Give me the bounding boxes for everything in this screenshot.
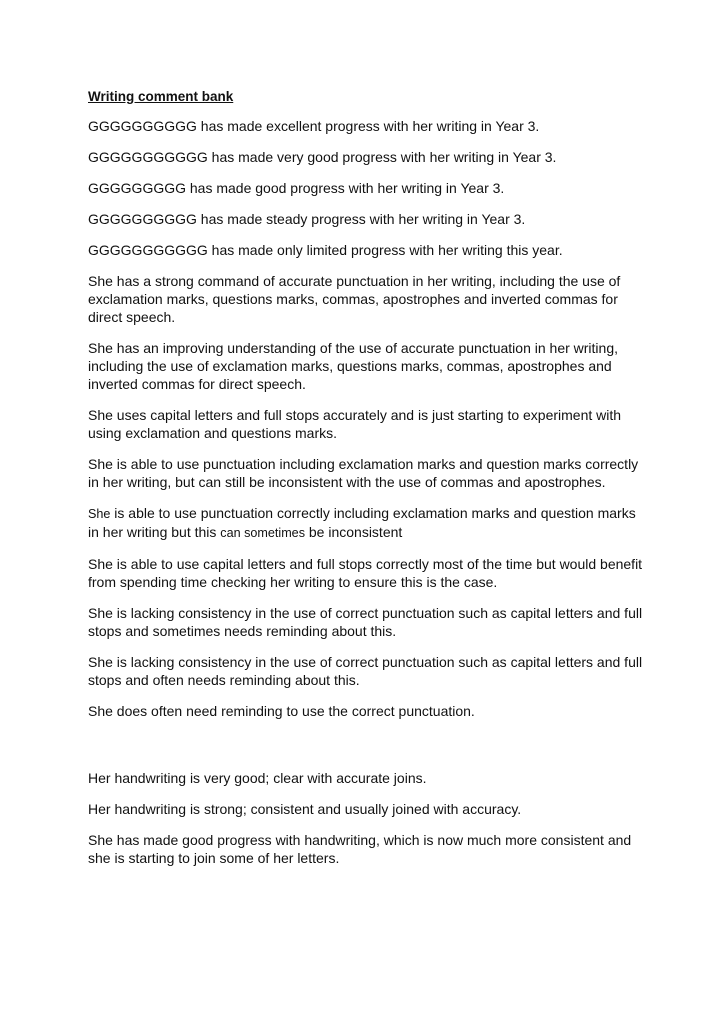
punctuation-comment-capitals-full-stops: She uses capital letters and full stops accurately and is just starting to experiment with using exclamation and questions marks. bbox=[88, 407, 622, 441]
handwriting-comment-progress: She has made good progress with handwriting, which is now much more consistent and she is starting to join some of her letters. bbox=[88, 832, 632, 866]
punctuation-comment-needs-reminding: She does often need reminding to use the correct punctuation. bbox=[88, 703, 475, 719]
progress-comment-excellent: GGGGGGGGGG has made excellent progress with her writing in Year 3. bbox=[88, 118, 540, 134]
progress-comment-very-good: GGGGGGGGGGG has made very good progress with her writing in Year 3. bbox=[88, 149, 557, 165]
punctuation-comment-inconsistent-commas: She is able to use punctuation including exclamation marks and question marks correctly in her writing, but can still be inconsistent with the use of commas and apostrophes. bbox=[88, 456, 639, 490]
punctuation-comment-part-a: She bbox=[88, 507, 111, 521]
document-page bbox=[88, 88, 648, 880]
punctuation-comment-strong: She has a strong command of accurate punctuation in her writing, including the use of exclamation marks, questions marks, commas, apostrophes and inverted commas for direct speech. bbox=[88, 273, 621, 325]
punctuation-comment-part-c: can sometimes bbox=[220, 526, 305, 540]
punctuation-comment-often-reminding: She is lacking consistency in the use of correct punctuation such as capital letters and full stops and often needs reminding about this. bbox=[88, 654, 643, 688]
section-gap bbox=[88, 733, 648, 769]
handwriting-comment-strong: Her handwriting is strong; consistent and usually joined with accuracy. bbox=[88, 801, 522, 817]
progress-comment-good: GGGGGGGGG has made good progress with her writing in Year 3. bbox=[88, 180, 505, 196]
punctuation-comment-checking: She is able to use capital letters and full stops correctly most of the time but would benefit from spending time checking her writing to ensure this is the case. bbox=[88, 556, 643, 590]
progress-comment-steady: GGGGGGGGGG has made steady progress with her writing in Year 3. bbox=[88, 211, 526, 227]
handwriting-comment-very-good: Her handwriting is very good; clear with accurate joins. bbox=[88, 770, 427, 786]
punctuation-comment-sometimes-inconsistent bbox=[88, 504, 648, 542]
punctuation-comment-improving: She has an improving understanding of the use of accurate punctuation in her writing, including the use of exclamation marks, questions marks, commas, apostrophes and inverted commas for direct speech. bbox=[88, 340, 618, 392]
punctuation-comment-part-d: be inconsistent bbox=[305, 524, 403, 540]
progress-comment-limited: GGGGGGGGGGG has made only limited progress with her writing this year. bbox=[88, 242, 563, 258]
punctuation-comment-part-b: is able to use punctuation correctly including exclamation marks and question marks in her writing but this bbox=[88, 505, 636, 540]
document-title: Writing comment bank bbox=[88, 89, 234, 104]
punctuation-comment-sometimes-reminding: She is lacking consistency in the use of correct punctuation such as capital letters and full stops and sometimes needs reminding about this. bbox=[88, 605, 643, 639]
